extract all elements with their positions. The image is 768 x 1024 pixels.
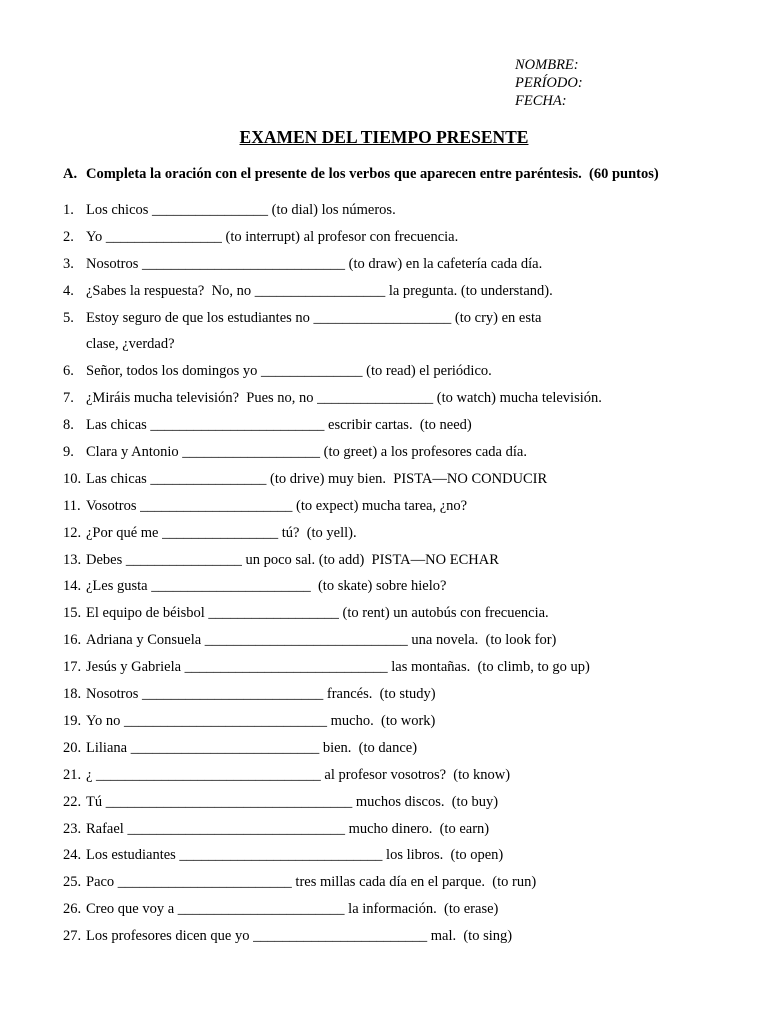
question-number: 26. (63, 901, 82, 918)
question-item (63, 255, 602, 282)
question-text: Liliana __________________________ bien. (to dance) (86, 739, 418, 756)
nombre-label: NOMBRE: (515, 57, 579, 73)
question-number: 10. (63, 470, 82, 487)
question-number: 5. (63, 309, 74, 326)
question-item (63, 900, 602, 927)
question-number: 21. (63, 766, 82, 783)
question-number: 13. (63, 551, 82, 568)
question-text: Estoy seguro de que los estudiantes no ___________________ (to cry) en esta (86, 309, 542, 326)
question-item (63, 389, 602, 416)
question-item (63, 685, 602, 712)
question-item (63, 470, 602, 497)
question-list (63, 201, 602, 954)
question-text: Debes ________________ un poco sal. (to add) PISTA—NO ECHAR (86, 551, 499, 568)
question-text: Clara y Antonio ___________________ (to greet) a los profesores cada día. (86, 444, 527, 461)
question-text: Los estudiantes ____________________________ los libros. (to open) (86, 847, 504, 864)
question-item (63, 282, 602, 309)
question-text: ¿Miráis mucha televisión? Pues no, no ________________ (to watch) mucha televisión. (86, 390, 602, 407)
question-number: 22. (63, 793, 82, 810)
question-text: Paco ________________________ tres millas cada día en el parque. (to run) (86, 874, 537, 891)
question-text: ¿Les gusta ______________________ (to skate) sobre hielo? (86, 578, 447, 595)
question-number: 19. (63, 712, 82, 729)
question-text: Los profesores dicen que yo ________________________ mal. (to sing) (86, 928, 513, 945)
question-item (63, 362, 602, 389)
question-item (63, 793, 602, 820)
question-number: 7. (63, 390, 74, 407)
question-item (63, 228, 602, 255)
question-text: Creo que voy a _______________________ la información. (to erase) (86, 901, 499, 918)
question-number: 15. (63, 605, 82, 622)
question-text: Jesús y Gabriela ____________________________ las montañas. (to climb, to go up) (86, 659, 590, 676)
question-number: 18. (63, 686, 82, 703)
question-number: 6. (63, 363, 74, 380)
question-text: Yo no ____________________________ mucho. (to work) (86, 712, 436, 729)
question-text-continuation: clase, ¿verdad? (86, 336, 175, 353)
question-number: 16. (63, 632, 82, 649)
question-number: 23. (63, 820, 82, 837)
question-number: 17. (63, 659, 82, 676)
question-item (63, 658, 602, 685)
question-item (63, 551, 602, 578)
question-text: Adriana y Consuela ____________________________ una novela. (to look for) (86, 632, 557, 649)
question-item (63, 577, 602, 604)
question-number: 24. (63, 847, 82, 864)
question-number: 1. (63, 202, 74, 218)
question-item (63, 873, 602, 900)
exam-title: EXAMEN DEL TIEMPO PRESENTE (239, 127, 529, 147)
question-text: Nosotros _________________________ francés. (to study) (86, 686, 436, 703)
question-number: 12. (63, 524, 82, 541)
question-item (63, 309, 602, 363)
question-text: Las chicas ________________ (to drive) muy bien. PISTA—NO CONDUCIR (86, 470, 548, 487)
question-item (63, 820, 602, 847)
question-item (63, 712, 602, 739)
question-item (63, 416, 602, 443)
question-item (63, 497, 602, 524)
question-item (63, 631, 602, 658)
question-item (63, 524, 602, 551)
question-item (63, 443, 602, 470)
question-text: Señor, todos los domingos yo ______________ (to read) el periódico. (86, 363, 492, 380)
question-number: 11. (63, 497, 81, 514)
question-text: Los chicos ________________ (to dial) los números. (86, 202, 396, 218)
student-info-fields (515, 56, 583, 110)
question-number: 9. (63, 444, 74, 461)
question-number: 8. (63, 417, 74, 434)
question-text: ¿ _______________________________ al profesor vosotros? (to know) (86, 766, 511, 783)
question-text: Vosotros _____________________ (to expect) mucha tarea, ¿no? (86, 497, 468, 514)
question-number: 20. (63, 739, 82, 756)
question-item (63, 766, 602, 793)
question-text: Nosotros ____________________________ (to draw) en la cafetería cada día. (86, 255, 543, 272)
question-item (63, 201, 602, 228)
question-number: 3. (63, 255, 74, 272)
question-text: Las chicas ________________________ escribir cartas. (to need) (86, 417, 472, 434)
section-instructions-text: Completa la oración con el presente de los verbos que aparecen entre paréntesis. (60 puntos) (86, 166, 659, 182)
question-item (63, 604, 602, 631)
section-a-instructions (63, 166, 659, 183)
question-number: 14. (63, 578, 82, 595)
question-text: El equipo de béisbol __________________ (to rent) un autobús con frecuencia. (86, 605, 549, 622)
periodo-label: PERÍODO: (515, 75, 583, 91)
question-text: ¿Por qué me ________________ tú? (to yell). (86, 524, 357, 541)
question-text: Tú __________________________________ muchos discos. (to buy) (86, 793, 499, 810)
question-item (63, 927, 602, 954)
question-item (63, 739, 602, 766)
section-letter: A. (63, 166, 78, 182)
question-number: 27. (63, 928, 82, 945)
question-number: 4. (63, 282, 74, 299)
question-text: Rafael ______________________________ mucho dinero. (to earn) (86, 820, 490, 837)
question-text: ¿Sabes la respuesta? No, no __________________ la pregunta. (to understand). (86, 282, 553, 299)
question-number: 2. (63, 228, 74, 245)
fecha-label: FECHA: (515, 93, 567, 109)
question-text: Yo ________________ (to interrupt) al profesor con frecuencia. (86, 228, 459, 245)
question-item (63, 846, 602, 873)
question-number: 25. (63, 874, 82, 891)
